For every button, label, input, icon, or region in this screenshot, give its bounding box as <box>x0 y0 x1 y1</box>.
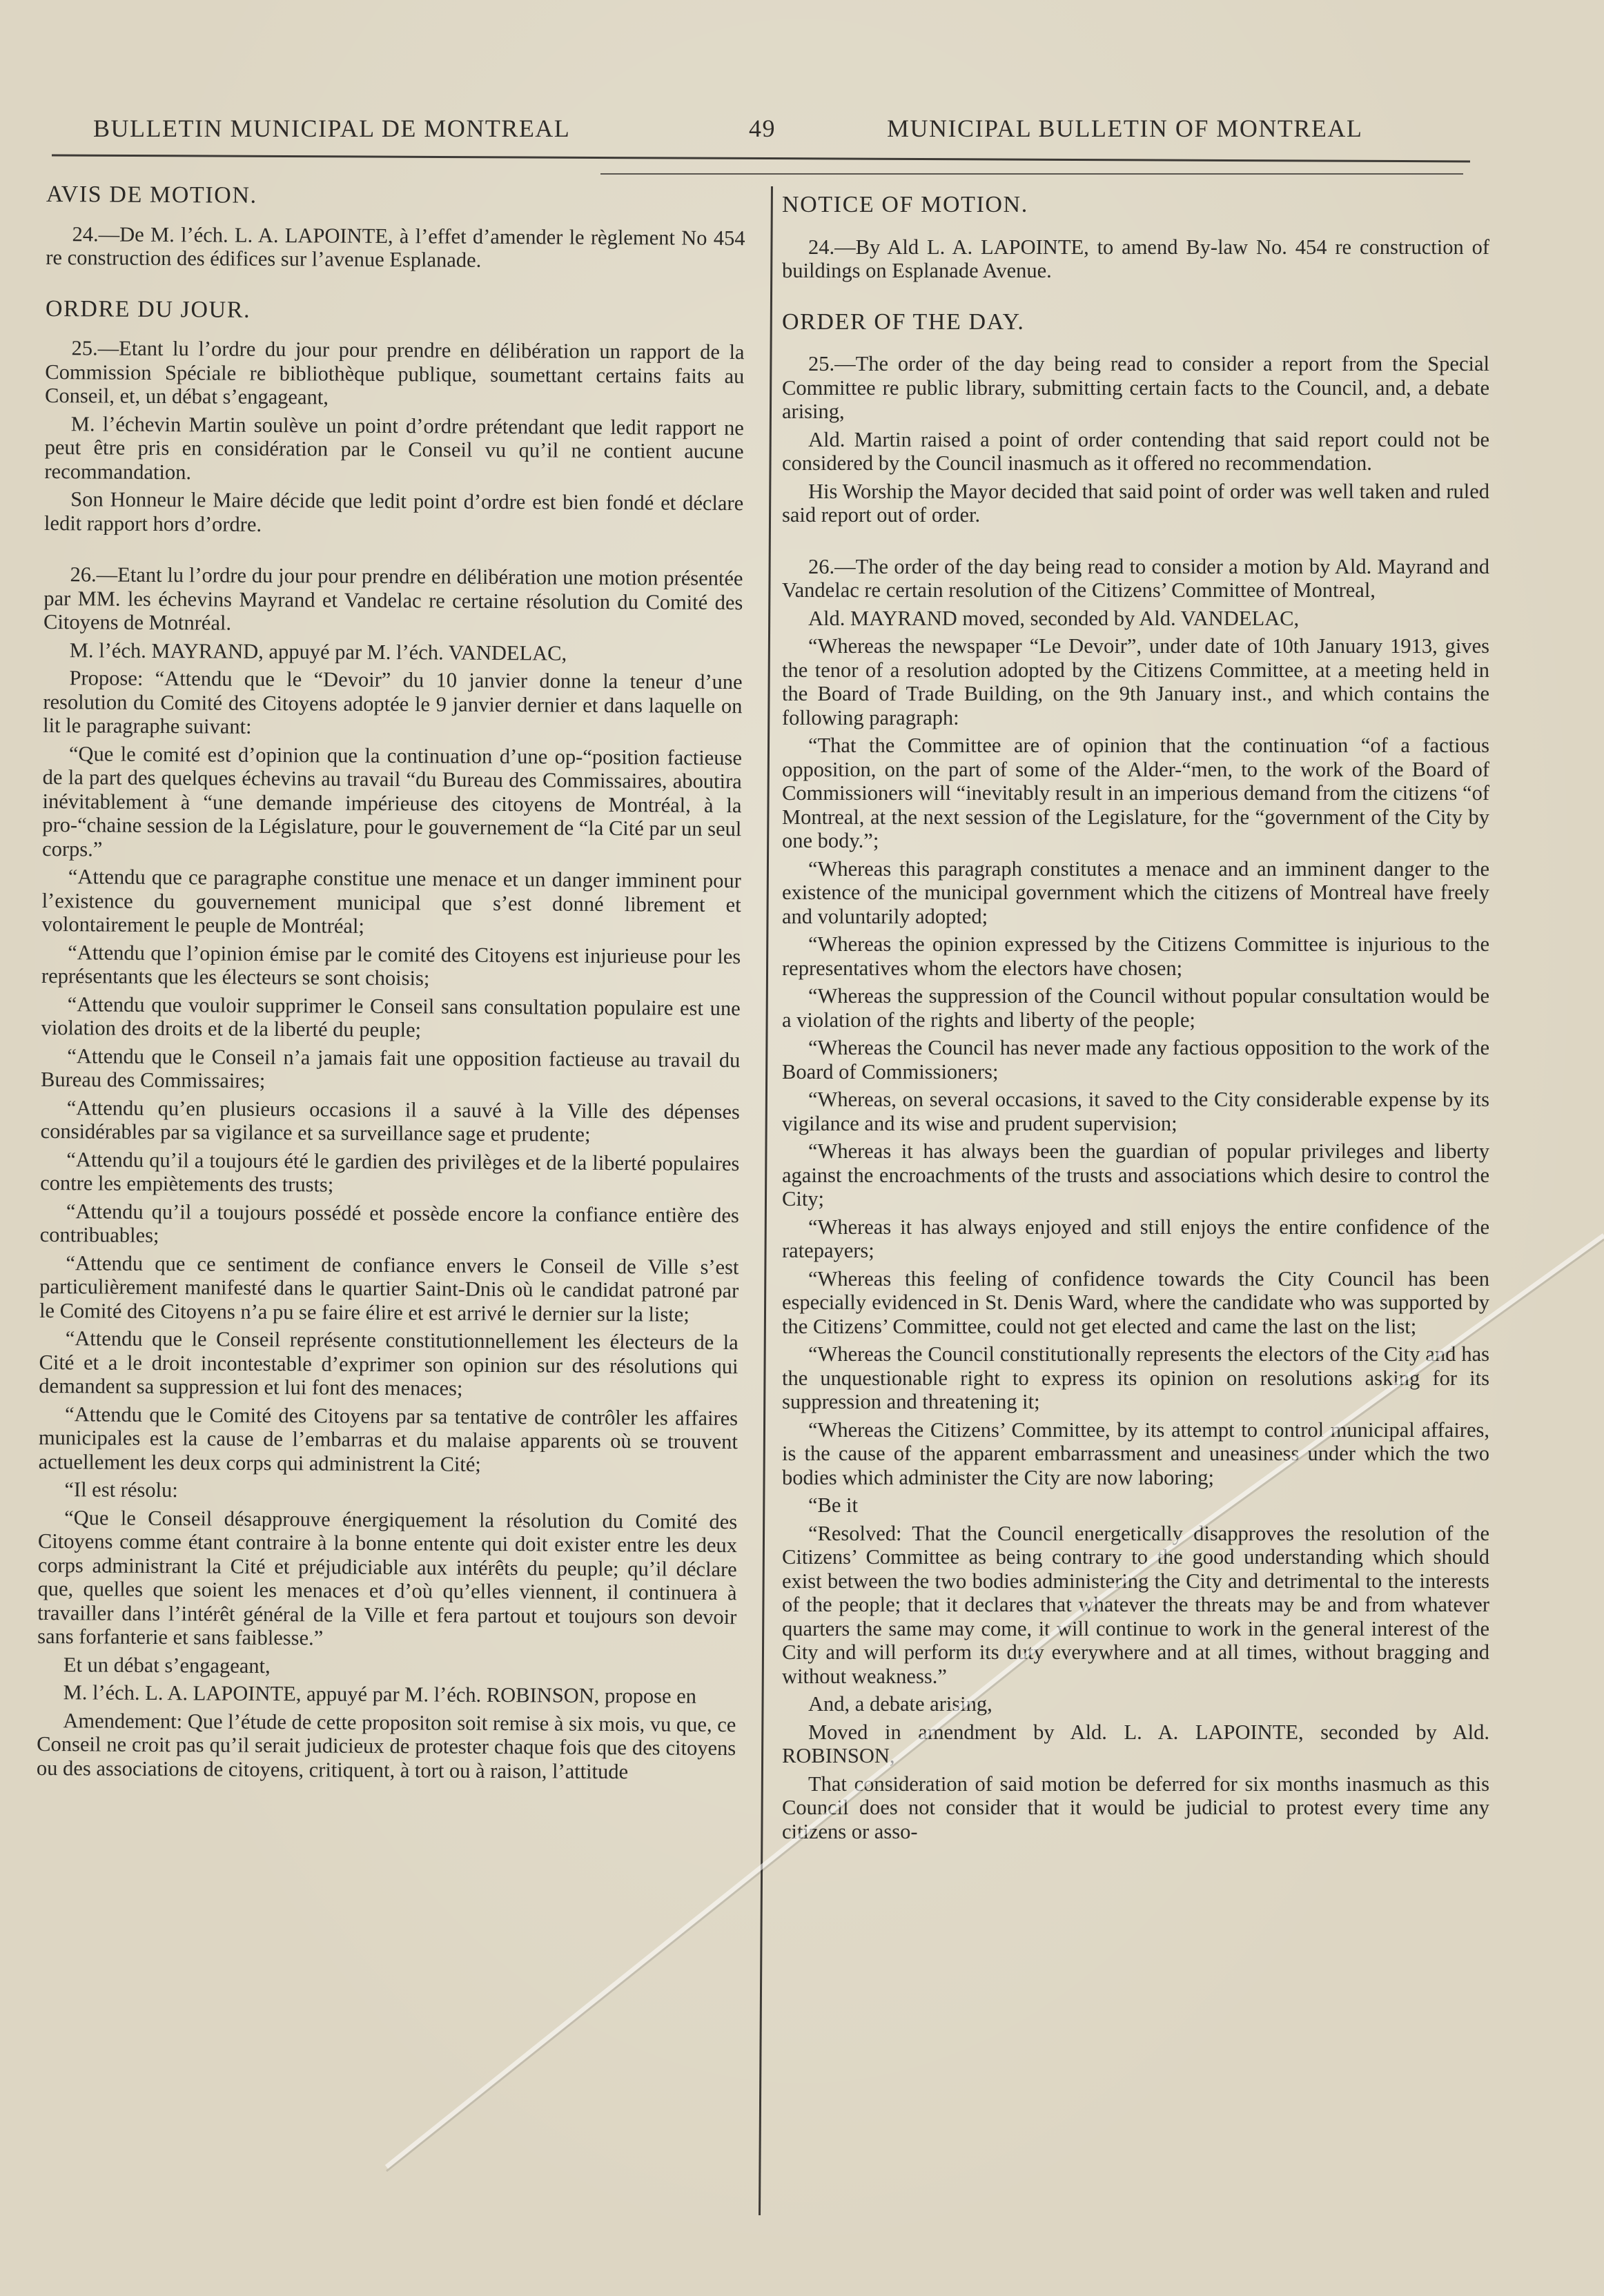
english-paragraph: “Whereas it has always enjoyed and still enjoys the entire confidence of the ratepayers; <box>782 1215 1489 1262</box>
english-heading-order: ORDER OF THE DAY. <box>782 308 1025 335</box>
french-paragraph: “Que le Conseil désapprouve énergiquement la résolution du Comité des Citoyens comme étant contraire à la bonne entente qui doit exister entre les deux corps administrant la Cité et préjudiciable aux intérêts du peuple; qu’il déclare que, quelles que soient les menaces et d’où qu’elles viennent, il continuera à travailler dans l’intérêt général de la Ville et fera partout et toujours son devoir sans forfanterie et sans faiblesse.” <box>37 1505 738 1650</box>
header-rule-right <box>600 173 1463 175</box>
french-paragraph: 25.—Etant lu l’ordre du jour pour prendre en délibération un rapport de la Commission Spéciale re bibliothèque publique, soumettant certains faits au Conseil, et, un débat s’engageant, <box>45 336 745 409</box>
english-paragraph: Moved in amendment by Ald. L. A. LAPOINTE, seconded by Ald. ROBINSON, <box>782 1720 1489 1767</box>
english-paragraph: His Worship the Mayor decided that said point of order was well taken and ruled said report out of order. <box>782 479 1489 527</box>
english-paragraph: “Resolved: That the Council energetically disapproves the resolution of the Citizens’ Committee as being contrary to the good understanding which should exist between the two bodies administering the City and detrimental to the interests of the people; that it declares that whatever the threats may be and from whatever quarters the same may come, it will continue to work in the general interest of the City and will perform its duty everywhere and at all times, without bragging and without weakness.” <box>782 1521 1489 1688</box>
french-paragraph: “Attendu que ce sentiment de confiance envers le Conseil de Ville s’est particulièrement manifesté dans le quartier Saint-Dnis où le candidat patroné par le Comité des Citoyens n’a pu se faire élire et est arrivé le dernier sur la liste; <box>39 1250 739 1326</box>
english-paragraph: “Whereas, on several occasions, it saved to the City considerable expense by its vigilance and its wise and prudent supervision; <box>782 1088 1489 1135</box>
french-paragraph: “Il est résolu: <box>64 1478 178 1502</box>
english-paragraph: “Whereas this feeling of confidence towards the City Council has been especially evidenced in St. Denis Ward, where the candidate who was supported by the Citizens’ Committee, could not get elected and came the last on the list; <box>782 1266 1489 1338</box>
english-heading-motion: NOTICE OF MOTION. <box>782 192 1028 217</box>
french-paragraph: Propose: “Attendu que le “Devoir” du 10 janvier donne la teneur d’une resolution du Comité des Citoyens adoptée le 9 janvier dernier et dans laquelle on lit le paragraphe suivant: <box>43 666 743 738</box>
header-english-title: MUNICIPAL BULLETIN OF MONTREAL <box>887 115 1363 142</box>
french-paragraph: “Que le comité est d’opinion que la continuation d’une op-“position factieuse de la part des quelques échevins au travail “du Bureau des Commissaires, aboutira inévitablement à “une demande impérieuse des citoyens de Montréal, à la pro-“chaine session de la Législature, pour le gouvernement de “la Cité par un seul corps.” <box>42 741 743 861</box>
page-number: 49 <box>749 115 776 142</box>
english-paragraph: “Be it <box>808 1493 858 1517</box>
french-paragraph: “Attendu qu’il a toujours été le gardien des privilèges et de la liberté populaires contre les empiètements des trusts; <box>40 1147 740 1197</box>
column-divider <box>759 186 773 2215</box>
english-paragraph: “Whereas the suppression of the Council without popular consultation would be a violation of the rights and liberty of the people; <box>782 984 1489 1032</box>
english-column <box>782 193 1489 1847</box>
french-paragraph: Son Honneur le Maire décide que ledit point d’ordre est bien fondé et déclare ledit rapport hors d’ordre. <box>43 487 744 536</box>
english-paragraph: “Whereas the newspaper “Le Devoir”, under date of 10th January 1913, gives the tenor of a resolution adopted by the Citizens Committee, at a meeting held in the Board of Trade Building, on the 9th January inst., and which contains the following paragraph: <box>782 634 1489 729</box>
english-paragraph: “Whereas it has always been the guardian of popular privileges and liberty against the encroachments of the trusts and associations which desire to control the City; <box>782 1139 1489 1210</box>
english-paragraph: And, a debate arising, <box>808 1692 992 1716</box>
english-paragraph: “Whereas this paragraph constitutes a menace and an imminent danger to the existence of the municipal government which the citizens of Montreal have freely and voluntarily adopted; <box>782 856 1489 928</box>
english-paragraph: That consideration of said motion be deferred for six months inasmuch as this Council does not consider that it would be judicial to protest every time any citizens or asso- <box>782 1772 1489 1843</box>
header-french-title: BULLETIN MUNICIPAL DE MONTREAL <box>93 115 571 142</box>
french-paragraph: M. l’éch. MAYRAND, appuyé par M. l’éch. VANDELAC, <box>69 638 567 665</box>
english-paragraph: “Whereas the Council has never made any factious opposition to the work of the Board of Commissioners; <box>782 1036 1489 1083</box>
english-paragraph: Ald. MAYRAND moved, seconded by Ald. VANDELAC, <box>808 606 1300 630</box>
french-paragraph: “Attendu que le Comité des Citoyens par sa tentative de contrôler les affaires municipales est la cause de l’embarras et du malaise apparents où se trouvent actuellement les deux corps qui administrent la Cité; <box>38 1402 739 1476</box>
french-column <box>37 183 745 1788</box>
french-paragraph: “Attendu qu’il a toujours possédé et possède encore la confiance entière des contribuables; <box>39 1199 739 1248</box>
english-paragraph: “Whereas the opinion expressed by the Citizens Committee is injurious to the representatives whom the electors have chosen; <box>782 932 1489 980</box>
english-paragraph: “That the Committee are of opinion that the continuation “of a factious opposition, on the part of some of the Alder-“men, to the work of the Board of Commissioners will “inevitably result in an imperious demand from the citizens “of Montreal, at the next session of the Legislature, for the “government of the City by one body.”; <box>782 734 1489 852</box>
english-paragraph: 26.—The order of the day being read to consider a motion by Ald. Mayrand and Vandelac re certain resolution of the Citizens’ Committee of Montreal, <box>782 554 1489 602</box>
english-paragraph: “Whereas the Citizens’ Committee, by its attempt to control municipal affaires, is the cause of the apparent embarrassment and uneasiness under which the two bodies which administer the City are now laboring; <box>782 1417 1489 1489</box>
french-paragraph: 26.—Etant lu l’ordre du jour pour prendre en délibération une motion présentée par MM. les échevins Mayrand et Vandelac re certaine résolution du Comité des Citoyens de Motnréal. <box>43 562 743 635</box>
french-paragraph: “Attendu qu’en plusieurs occasions il a sauvé à la Ville des dépenses considérables par sa vigilance et sa surveillance sage et prudente; <box>40 1095 740 1146</box>
french-paragraph: “Attendu que ce paragraphe constitue une menace et un danger imminent pour l’existence du gouvernement municipal que s’est donné librement et volontairement le peuple de Montréal; <box>41 865 741 938</box>
french-heading-motion: AVIS DE MOTION. <box>46 181 257 208</box>
french-paragraph: “Attendu que l’opinion émise par le comité des Citoyens est injurieuse pour les représentants que les électeurs se sont choisis; <box>41 940 741 990</box>
header-rule <box>52 155 1470 163</box>
english-paragraph: Ald. Martin raised a point of order contending that said report could not be considered by the Council inasmuch as it offered no recommendation. <box>782 427 1489 475</box>
french-paragraph: 24.—De M. l’éch. L. A. LAPOINTE, à l’effet d’amender le règlement No 454 re construction des édifices sur l’avenue Esplanade. <box>46 222 745 272</box>
french-paragraph: “Attendu que le Conseil n’a jamais fait une opposition factieuse au travail du Bureau des Commissaires; <box>40 1043 741 1092</box>
french-paragraph: Amendement: Que l’étude de cette propositon soit remise à six mois, vu que, ce Conseil ne croit pas qu’il serait judicieux de protester chaque fois que des citoyens ou des associations de citoyens, critiquent, à tort ou à raison, l’attitude <box>36 1708 736 1783</box>
french-paragraph: “Attendu que vouloir supprimer le Conseil sans consultation populaire est une violation des droits et de la liberté du peuple; <box>41 992 741 1042</box>
french-heading-order: ORDRE DU JOUR. <box>45 295 251 323</box>
english-paragraph: 24.—By Ald L. A. LAPOINTE, to amend By-law No. 454 re construction of buildings on Esplanade Avenue. <box>782 235 1489 282</box>
english-paragraph: 25.—The order of the day being read to consider a report from the Special Committee re public library, submitting certain facts to the Council, and, a debate arising, <box>782 352 1489 423</box>
english-paragraph: “Whereas the Council constitutionally represents the electors of the City and has the unquestionable right to express its opinion on resolutions asking for its suppression and threatening it; <box>782 1342 1489 1413</box>
french-paragraph: “Attendu que le Conseil représente constitutionnellement les électeurs de la Cité et a le droit incontestable d’exprimer son opinion sur des résolutions qui demandent sa suppression et lui font des menaces; <box>39 1326 739 1400</box>
french-paragraph: M. l’éch. L. A. LAPOINTE, appuyé par M. l’éch. ROBINSON, propose en <box>63 1680 697 1708</box>
french-paragraph: Et un débat s’engageant, <box>63 1652 271 1678</box>
french-paragraph: M. l’échevin Martin soulève un point d’ordre prétendant que ledit rapport ne peut être pris en considération par le Conseil vu qu’il ne contient aucune recommandation. <box>44 411 744 484</box>
